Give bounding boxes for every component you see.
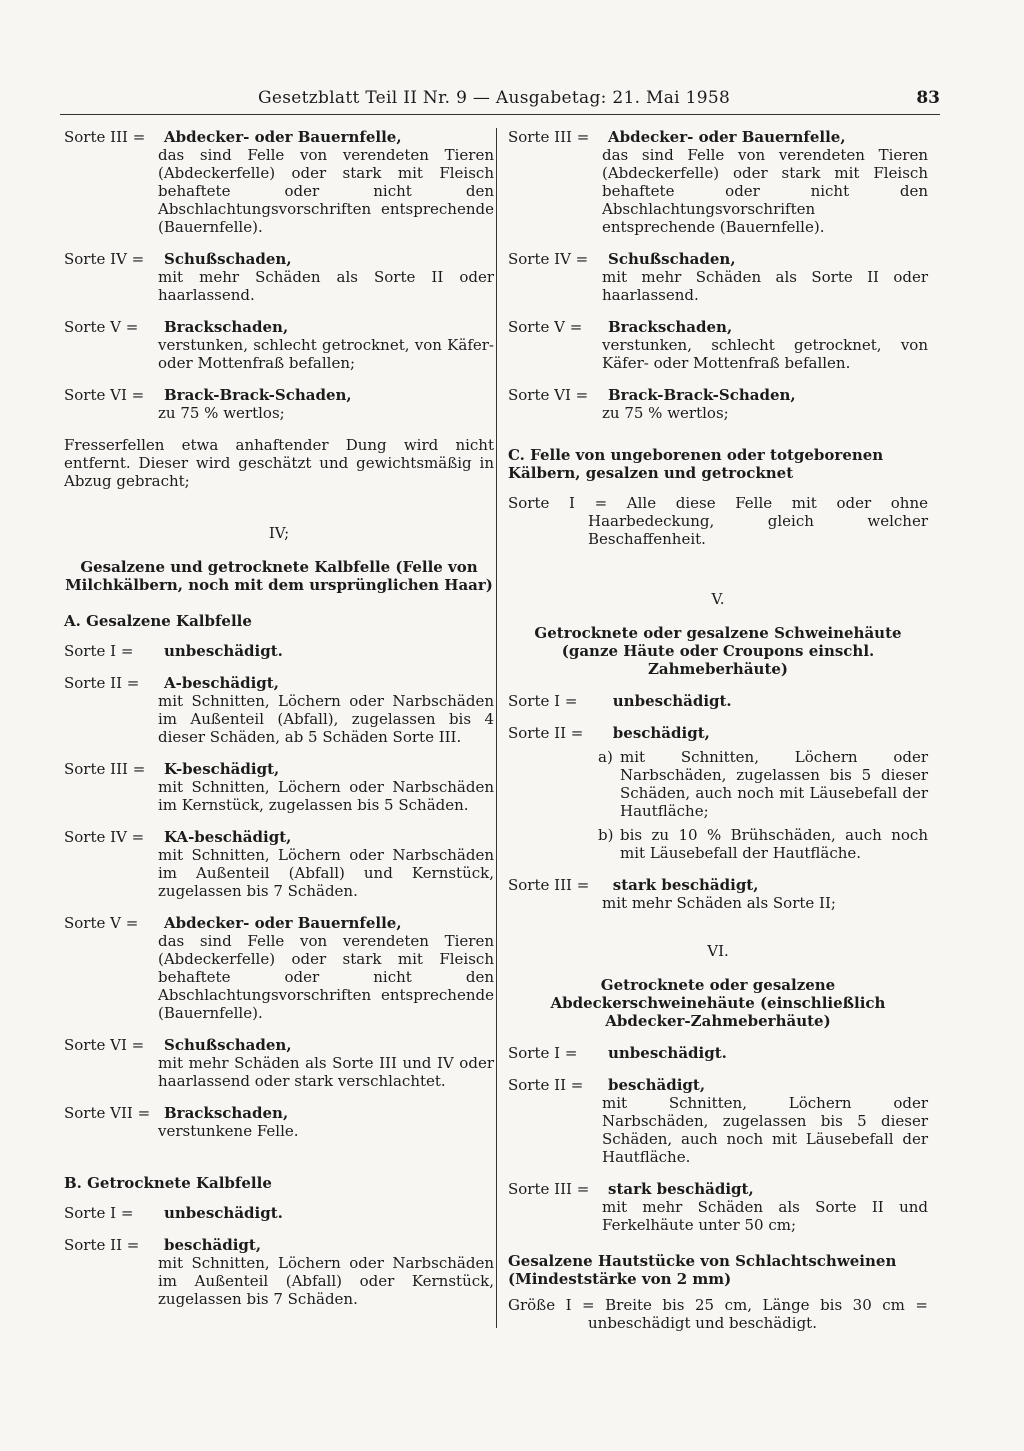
sorte-entry [508, 128, 928, 236]
sorte-entry [64, 386, 494, 422]
sorte-entry [64, 1036, 494, 1090]
section-number-v: V. [711, 590, 725, 608]
entry-label: Sorte II = [64, 1236, 140, 1254]
section-number-iv: IV; [268, 524, 290, 542]
entry-label: Sorte VI = [508, 386, 589, 404]
entry-head [508, 386, 928, 404]
entry-title: unbeschädigt. [608, 1044, 727, 1062]
entry-label: Sorte I = [508, 692, 578, 710]
entry-desc: verstunken, schlecht getrocknet, von Käfer- oder Mottenfraß befallen; [158, 336, 494, 372]
entry-label: Sorte II = [508, 1076, 584, 1094]
entry-label: Sorte VI = [64, 1036, 145, 1054]
sorte-entry [64, 1204, 494, 1222]
entry-title: Schußschaden, [164, 250, 292, 268]
right-top-entries [508, 128, 928, 422]
entry-desc: mit mehr Schäden als Sorte II und Ferkelhäute unter 50 cm; [602, 1198, 928, 1234]
section-title-vi: Getrocknete oder gesalzene Abdeckerschweinehäute (einschließlich Abdecker-Zahmeberhäute) [550, 976, 886, 1030]
entry-label: Sorte V = [64, 318, 139, 336]
entry-label: Sorte I = [508, 494, 608, 512]
entry-desc: das sind Felle von verendeten Tieren (Abdeckerfelle) oder stark mit Fleisch behaftete oder nicht den Abschlachtungsvorschriften entsprechende (Bauernfelle). [158, 146, 494, 236]
entry-head [508, 128, 928, 146]
entry-title: unbeschädigt. [164, 642, 283, 660]
entry-label: Sorte II = [508, 724, 584, 742]
entry-desc: mit mehr Schäden als Sorte II oder haarlassend. [602, 268, 928, 304]
entry-label: Sorte III = [508, 128, 590, 146]
sorte-entry [508, 1180, 928, 1234]
condition-item [508, 826, 928, 862]
entry-title: Brack-Brack-Schaden, [164, 386, 352, 404]
entry-label: Sorte II = [64, 674, 140, 692]
sorte-entry [64, 1104, 494, 1140]
condition-item [508, 748, 928, 820]
entry-label: Sorte III = [508, 1180, 590, 1198]
entry-label: Sorte IV = [508, 250, 589, 268]
entry-desc: verstunken, schlecht getrocknet, von Käfer- oder Mottenfraß befallen. [602, 336, 928, 372]
entry-head [508, 1180, 928, 1198]
entry-label: Größe I = [508, 1296, 595, 1314]
entry-head [64, 128, 494, 146]
entry-label: Sorte V = [508, 318, 583, 336]
entry-label: Sorte V = [64, 914, 139, 932]
entry-label: Sorte VII = [64, 1104, 151, 1122]
sorte-ii-conditions [508, 748, 928, 862]
entry-head [64, 386, 494, 404]
entry-head [64, 1204, 494, 1222]
entry-desc: verstunkene Felle. [158, 1122, 299, 1140]
sorte-entry [508, 318, 928, 372]
entry-head [508, 250, 928, 268]
sorte-entry [64, 828, 494, 900]
entry-title: unbeschädigt. [612, 692, 732, 710]
entry-label: Sorte III = [508, 876, 590, 894]
entry-title: Brackschaden, [164, 1104, 289, 1122]
entry-head [64, 1236, 494, 1254]
entry-label: Sorte VI = [64, 386, 145, 404]
entry-title: Schußschaden, [608, 250, 736, 268]
left-column [64, 128, 494, 1322]
entry-label: Sorte III = [64, 760, 146, 778]
entry-v-sorte-iii [508, 876, 928, 912]
entries-vi [508, 1044, 928, 1234]
entry-head [64, 642, 494, 660]
sorte-entry [508, 1076, 928, 1166]
list-text: mit Schnitten, Löchern oder Narbschäden, zugelassen bis 5 dieser Schäden, auch noch mit Läusebefall der Hautfläche; [620, 748, 928, 820]
entry-head [64, 828, 494, 846]
entry-head [508, 318, 928, 336]
entry-label: Sorte I = [64, 642, 134, 660]
list-marker: a) [598, 748, 613, 766]
entry-title: A-beschädigt, [164, 674, 279, 692]
entry-label: Sorte I = [64, 1204, 134, 1222]
entry-label: Sorte IV = [64, 828, 145, 846]
entry-title: unbeschädigt. [164, 1204, 283, 1222]
entry-title: beschädigt, [164, 1236, 262, 1254]
entry-desc: das sind Felle von verendeten Tieren (Abdeckerfelle) oder stark mit Fleisch behaftete oder nicht den Abschlachtungsvorschriften entsprechende (Bauernfelle). [602, 146, 928, 236]
entry-title: Abdecker- oder Bauernfelle, [164, 914, 402, 932]
entry-title: Abdecker- oder Bauernfelle, [608, 128, 846, 146]
subheading-b: B. Getrocknete Kalbfelle [64, 1174, 272, 1192]
entry-v-sorte-ii [508, 724, 928, 742]
entry-desc: mit Schnitten, Löchern oder Narbschäden im Außenteil (Abfall), zugelassen bis 4 dieser Schäden, ab 5 Schäden Sorte III. [158, 692, 494, 746]
entry-label: Sorte III = [64, 128, 146, 146]
list-marker: b) [598, 826, 614, 844]
subheading-hautstuecke: Gesalzene Hautstücke von Schlachtschweinen (Mindeststärke von 2 mm) [508, 1252, 897, 1288]
entry-text: Alle diese Felle mit oder ohne Haarbedeckung, gleich welcher Beschaffenheit. [588, 494, 928, 548]
entry-desc: mit mehr Schäden als Sorte II oder haarlassend. [158, 268, 494, 304]
entry-title: Brack-Brack-Schaden, [608, 386, 796, 404]
sorte-entry [64, 318, 494, 372]
entry-desc: das sind Felle von verendeten Tieren (Abdeckerfelle) oder stark mit Fleisch behaftete oder nicht den Abschlachtungsvorschriften entsprechende (Bauernfelle). [158, 932, 494, 1022]
sorte-entry [508, 1044, 928, 1062]
right-column [508, 128, 928, 1332]
sorte-entry [64, 128, 494, 236]
entry-v-sorte-i [508, 692, 928, 710]
entry-desc: mit Schnitten, Löchern oder Narbschäden im Kernstück, zugelassen bis 5 Schäden. [158, 778, 494, 814]
entry-head [508, 1044, 928, 1062]
list-text: bis zu 10 % Brühschäden, auch noch mit Läusebefall der Hautfläche. [620, 826, 928, 862]
entry-head [64, 674, 494, 692]
entry-head [64, 914, 494, 932]
entry-text: Breite bis 25 cm, Länge bis 30 cm = unbeschädigt und beschädigt. [588, 1296, 928, 1332]
entry-title: K-beschädigt, [164, 760, 280, 778]
entry-title: beschädigt, [612, 724, 710, 742]
entry-label: Sorte IV = [64, 250, 145, 268]
left-top-entries [64, 128, 494, 422]
entries-a [64, 642, 494, 1140]
entry-title: stark beschädigt, [612, 876, 759, 894]
entry-title: beschädigt, [608, 1076, 706, 1094]
section-title-v: Getrocknete oder gesalzene Schweinehäute (ganze Häute oder Croupons einschl. Zahmeberhäute) [534, 624, 902, 678]
sorte-entry [64, 760, 494, 814]
entry-head [64, 760, 494, 778]
section-title-iv: Gesalzene und getrocknete Kalbfelle (Felle von Milchkälbern, noch mit dem ursprünglichen Haar) [65, 558, 493, 594]
entry-desc: mit Schnitten, Löchern oder Narbschäden, zugelassen bis 5 dieser Schäden, auch noch mit Läusebefall der Hautfläche. [602, 1094, 928, 1166]
subheading-a: A. Gesalzene Kalbfelle [64, 612, 252, 630]
entry-groesse-i [508, 1296, 928, 1332]
page-header [60, 88, 940, 115]
entries-b [64, 1204, 494, 1308]
entry-title: Brackschaden, [608, 318, 733, 336]
sorte-entry [508, 250, 928, 304]
entry-head [508, 1076, 928, 1094]
entry-head [64, 1104, 494, 1122]
sorte-entry [64, 1236, 494, 1308]
entry-head [64, 318, 494, 336]
dung-note: Fresserfellen etwa anhaftender Dung wird nicht entfernt. Dieser wird geschätzt und gewichtsmäßig in Abzug gebracht; [64, 436, 494, 490]
sorte-entry [64, 642, 494, 660]
column-divider [496, 128, 497, 1328]
entry-title: Brackschaden, [164, 318, 289, 336]
entry-head [64, 1036, 494, 1054]
entry-head [64, 250, 494, 268]
entry-desc: zu 75 % wertlos; [602, 404, 729, 422]
entry-desc: mit mehr Schäden als Sorte III und IV oder haarlassend oder stark verschlachtet. [158, 1054, 494, 1090]
entry-label: Sorte I = [508, 1044, 578, 1062]
sorte-entry [508, 386, 928, 422]
section-number-vi: VI. [707, 942, 729, 960]
entry-desc: mit mehr Schäden als Sorte II; [602, 894, 836, 912]
entry-title: KA-beschädigt, [164, 828, 292, 846]
entry-c-sorte-i [508, 494, 928, 548]
entry-desc: mit Schnitten, Löchern oder Narbschäden im Außenteil (Abfall) und Kernstück, zugelassen bis 7 Schäden. [158, 846, 494, 900]
subheading-c: C. Felle von ungeborenen oder totgeborenen Kälbern, gesalzen und getrocknet [508, 446, 884, 482]
sorte-entry [64, 914, 494, 1022]
page-number: 83 [916, 88, 940, 108]
sorte-entry [64, 250, 494, 304]
entry-desc: mit Schnitten, Löchern oder Narbschäden im Außenteil (Abfall) oder Kernstück, zugelassen bis 7 Schäden. [158, 1254, 494, 1308]
header-title: Gesetzblatt Teil II Nr. 9 — Ausgabetag: 21. Mai 1958 [258, 88, 731, 108]
entry-title: Schußschaden, [164, 1036, 292, 1054]
entry-title: stark beschädigt, [608, 1180, 754, 1198]
sorte-entry [64, 674, 494, 746]
entry-desc: zu 75 % wertlos; [158, 404, 285, 422]
entry-title: Abdecker- oder Bauernfelle, [164, 128, 402, 146]
